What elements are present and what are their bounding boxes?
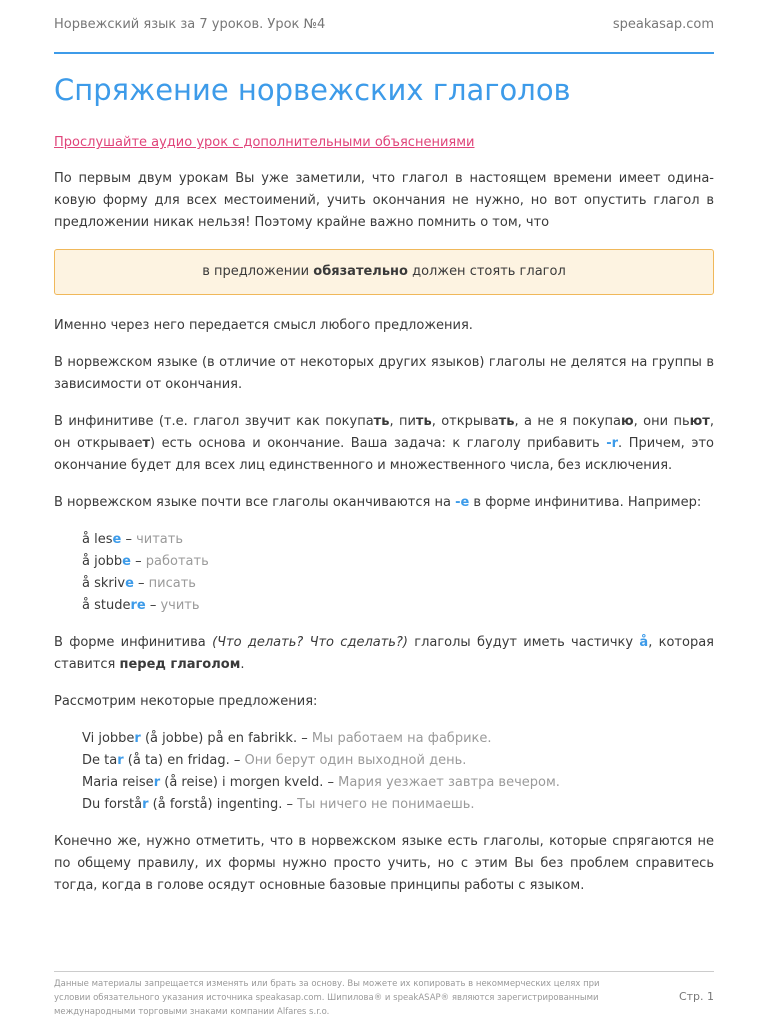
list-item — [82, 794, 714, 816]
sentence-start: Vi jobbe — [82, 731, 135, 746]
verb-stem: å les — [82, 532, 113, 547]
sentence-examples — [82, 728, 714, 816]
ending-bold: ть — [415, 414, 432, 429]
infinitive-examples — [82, 529, 714, 617]
sentences-intro: Рассмотрим некоторые предложения: — [54, 694, 318, 709]
particle-paragraph — [54, 632, 714, 676]
list-item — [82, 551, 714, 573]
text: в форме инфинитива. Например: — [469, 495, 702, 510]
dash: – — [133, 576, 149, 591]
ending-bold: ют — [689, 414, 710, 429]
ending-bold: ю — [621, 414, 634, 429]
verb-stem: å jobb — [82, 554, 123, 569]
translation: работать — [145, 554, 209, 569]
sentence-start: De ta — [82, 753, 118, 768]
irregular-paragraph: Конечно же, нужно отметить, что в норвежском языке есть глаголы, которые спрягаются не по общему правилу, их формы нужно просто учить, но с этим Вы без проблем справитесь тогда, когда в голове осядут основные базовые принципы работы с языком. — [54, 834, 714, 893]
list-item — [82, 573, 714, 595]
sentence-end: (å reise) i morgen kveld. – — [160, 775, 339, 790]
translation: Ты ничего не понимаешь. — [297, 797, 475, 812]
page-footer — [54, 971, 714, 1017]
page-number: Стр. 1 — [678, 990, 714, 1003]
text: , а не я покупа — [514, 414, 621, 429]
translation: писать — [148, 576, 196, 591]
dash: – — [121, 532, 137, 547]
dash: – — [145, 598, 161, 613]
text: В форме инфинитива — [54, 635, 213, 650]
sentence-start: Du forstå — [82, 797, 143, 812]
verb-ending: e — [125, 576, 134, 591]
r-ending: r — [153, 775, 161, 790]
sentence-end: (å forstå) ingenting. – — [148, 797, 298, 812]
particle-accent: å — [639, 635, 649, 650]
text: , которая ставится — [54, 635, 714, 672]
list-item — [82, 595, 714, 617]
text: ) есть основа и окончание. Ваша задача: к глаголу прибавить — [150, 436, 607, 451]
translation: учить — [160, 598, 200, 613]
r-ending: r — [117, 753, 124, 768]
list-item — [82, 750, 714, 772]
dash: – — [131, 554, 146, 569]
page-header — [54, 0, 714, 54]
site-link[interactable]: speakasap.com — [612, 17, 714, 32]
meaning-paragraph: Именно через него передается смысл любого предложения. — [54, 318, 473, 333]
text: В инфинитиве (т.е. глагол звучит как покупа — [54, 414, 374, 429]
e-ending-paragraph — [54, 492, 714, 514]
audio-lesson-link[interactable]: Прослушайте аудио урок с дополнительными объяснениями — [54, 135, 475, 150]
ending-bold: ть — [373, 414, 390, 429]
text: , он открывае — [54, 414, 714, 451]
callout-bold: обязательно — [313, 264, 408, 279]
document-title: Норвежский язык за 7 уроков. Урок №4 — [54, 17, 326, 32]
r-ending: r — [134, 731, 141, 746]
sentence-end: (å jobbe) på en fabrikk. – — [140, 731, 312, 746]
r-ending-accent: -r — [606, 436, 619, 451]
text: , пи — [389, 414, 416, 429]
text: , они пь — [633, 414, 690, 429]
translation: Они берут один выходной день. — [244, 753, 467, 768]
callout-text-after: должен стоять глагол — [407, 264, 566, 279]
e-ending-accent: -e — [455, 495, 470, 510]
legal-notice: Данные материалы запрещается изменять или брать за основу. Вы можете их копировать в некоммерческих целях при условии обязательного указания источника speakasap.com. Шипилова® и speakASAP® являются зарегистрированными международными торговыми знаками компании Alfares s.r.o. — [54, 979, 600, 1017]
text: . Причем, это окончание будет для всех лиц единственного и множественного числа, без исключения. — [54, 436, 714, 473]
text: В норвежском языке почти все глаголы оканчиваются на — [54, 495, 456, 510]
verb-ending: re — [130, 598, 146, 613]
translation: Мы работаем на фабрике. — [311, 731, 492, 746]
r-ending: r — [142, 797, 149, 812]
translation: читать — [136, 532, 183, 547]
lesson-content — [54, 132, 714, 912]
text: , открыва — [431, 414, 499, 429]
ending-bold: ть — [498, 414, 515, 429]
verb-stem: å skriv — [82, 576, 126, 591]
before-verb-bold: перед глаголом — [119, 657, 241, 672]
verb-ending: e — [112, 532, 122, 547]
intro-paragraph: По первым двум урокам Вы уже заметили, что глагол в настоящем времени имеет одинаковую форму для всех местоимений, учить окончания не нужно, но вот опустить глагол в предложении никак нельзя! Поэтому крайне важно помнить о том, что — [54, 171, 714, 230]
groups-paragraph: В норвежском языке (в отличие от некоторых других языков) глаголы не делятся на группы в зависимости от окончания. — [54, 355, 714, 392]
text: глаголы будут иметь частичку — [407, 635, 640, 650]
list-item — [82, 728, 714, 750]
list-item — [82, 529, 714, 551]
sentence-start: Maria reise — [82, 775, 154, 790]
page-title: Спряжение норвежских глаголов — [54, 73, 571, 107]
sentence-end: (å ta) en fridag. – — [123, 753, 245, 768]
translation: Мария уезжает завтра вечером. — [338, 775, 560, 790]
question-italic: (Что делать? Что сделать?) — [212, 635, 408, 650]
list-item — [82, 772, 714, 794]
verb-stem: å stude — [82, 598, 131, 613]
text: . — [240, 657, 245, 672]
callout-text-before: в предложении — [202, 264, 314, 279]
infinitive-paragraph — [54, 411, 714, 477]
ending-bold: т — [142, 436, 151, 451]
rule-callout — [54, 249, 714, 295]
verb-ending: e — [122, 554, 131, 569]
